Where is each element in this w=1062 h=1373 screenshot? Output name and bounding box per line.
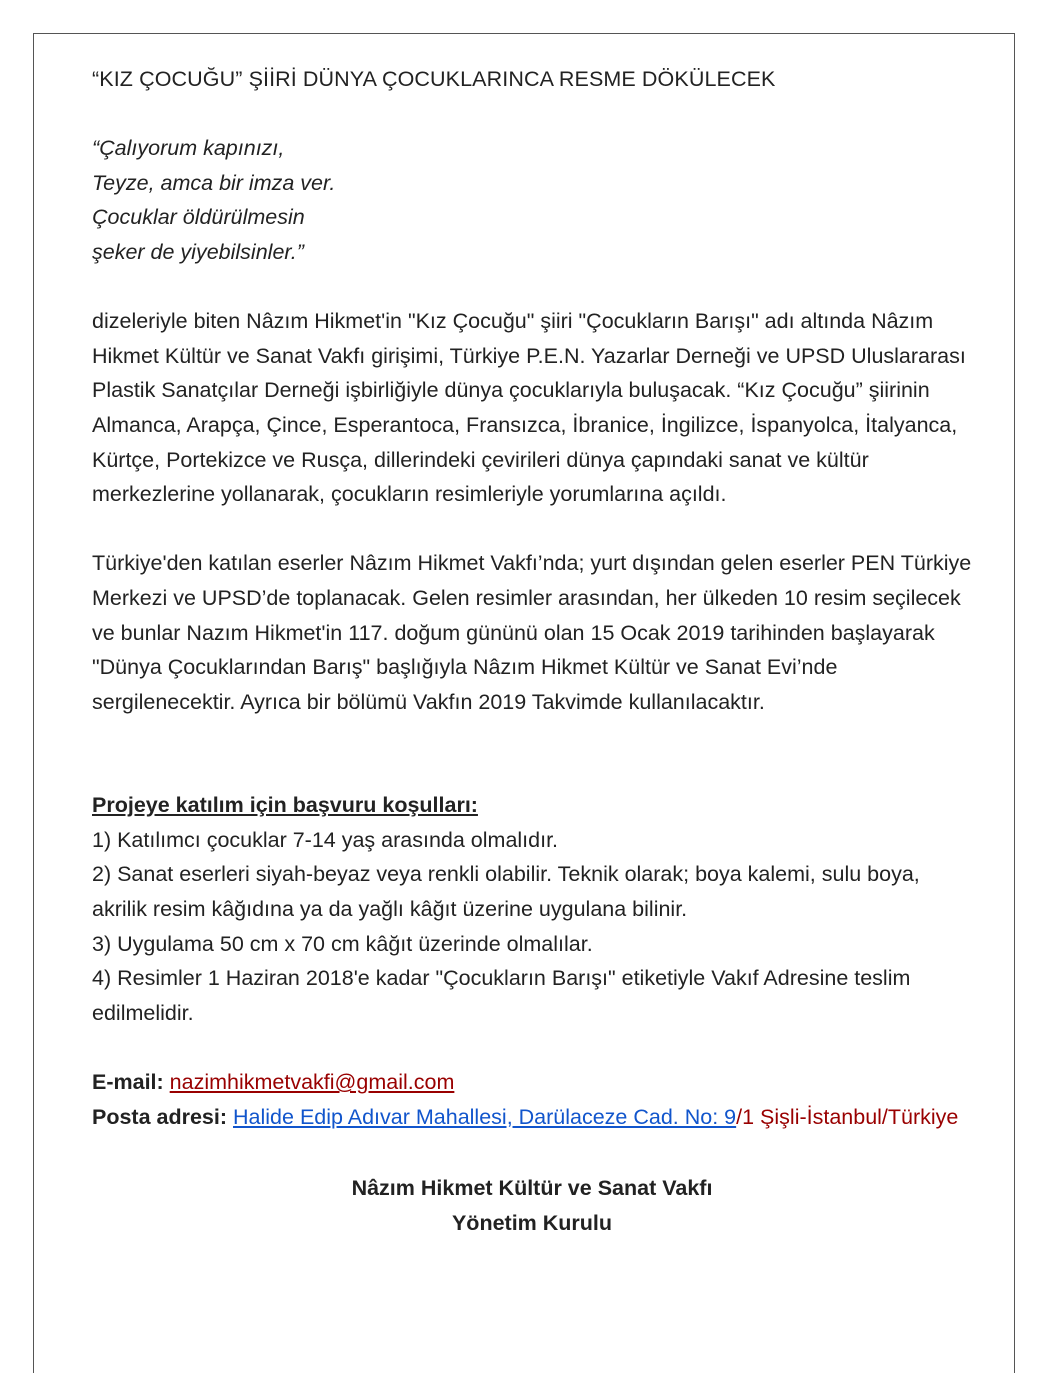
signature-board: Yönetim Kurulu <box>451 1210 613 1235</box>
intro-paragraph: dizeleriyle biten Nâzım Hikmet'in "Kız Çocuğu" şiiri "Çocukların Barışı" adı altında Nâzım Hikmet Kültür ve Sanat Vakfı girişimi, Türkiye P.E.N. Yazarlar Derneği ve UPSD Uluslararası Plastik Sanatçılar Derneği işbirliğiyle dünya çocuklarıyla buluşacak. “Kız Çocuğu” şiirinin Almanca, Arapça, Çince, Esperantoca, Fransızca, İbranice, İngilizce, İspanyolca, İtalyanca, Kürtçe, Portekizce ve Rusça, dillerindeki çevirileri dünya çapındaki sanat ve kültür merkezlerine yollanarak, çocukların resimleriyle yorumlarına açıldı. <box>92 309 966 507</box>
condition-item: 2) Sanat eserleri siyah-beyaz veya renkli olabilir. Teknik olarak; boya kalemi, sulu boya, akrilik resim kâğıdına ya da yağlı kâğıt üzerine uygulana bilinir. <box>92 862 920 922</box>
condition-item: 1) Katılımcı çocuklar 7-14 yaş arasında olmalıdır. <box>92 827 559 852</box>
condition-item: 4) Resimler 1 Haziran 2018'e kadar "Çocukların Barışı" etiketiyle Vakıf Adresine teslim edilmelidir. <box>92 966 911 1025</box>
email-line <box>92 1065 972 1100</box>
contact-info <box>92 1065 972 1134</box>
email-link[interactable]: nazimhikmetvakfi@gmail.com <box>169 1070 455 1095</box>
document-content <box>92 62 972 1240</box>
poem-line: “Çalıyorum kapınızı, <box>92 136 285 161</box>
conditions-heading: Projeye katılım için başvuru koşulları: <box>92 793 478 818</box>
application-conditions <box>92 788 972 1030</box>
address-line <box>92 1100 972 1135</box>
signature-organization: Nâzım Hikmet Kültür ve Sanat Vakfı <box>351 1176 713 1201</box>
poem-line: Teyze, amca bir imza ver. <box>92 170 336 195</box>
signature-block <box>92 1171 972 1240</box>
poem-line: şeker de yiyebilsinler.” <box>92 239 304 264</box>
email-label: E-mail: <box>92 1070 164 1095</box>
address-label: Posta adresi: <box>92 1104 228 1129</box>
condition-item: 3) Uygulama 50 cm x 70 cm kâğıt üzerinde olmalılar. <box>92 931 593 956</box>
address-rest: /1 Şişli-İstanbul/Türkiye <box>736 1104 959 1129</box>
document-title: “KIZ ÇOCUĞU” ŞİİRİ DÜNYA ÇOCUKLARINCA RESME DÖKÜLECEK <box>92 67 776 91</box>
exhibition-paragraph: Türkiye'den katılan eserler Nâzım Hikmet Vakfı’nda; yurt dışından gelen eserler PEN Türkiye Merkezi ve UPSD’de toplanacak. Gelen resimler arasından, her ülkeden 10 resim seçilecek ve bunlar Nazım Hikmet'in 117. doğum gününü olan 15 Ocak 2019 tarihinden başlayarak "Dünya Çocuklarından Barış" başlığıyla Nâzım Hikmet Kültür ve Sanat Evi’nde sergilenecektir. Ayrıca bir bölümü Vakfın 2019 Takvimde kullanılacaktır. <box>92 551 972 714</box>
poem-quote <box>92 131 972 269</box>
address-link[interactable]: Halide Edip Adıvar Mahallesi, Darülaceze Cad. No: 9 <box>233 1104 737 1129</box>
poem-line: Çocuklar öldürülmesin <box>92 205 305 230</box>
